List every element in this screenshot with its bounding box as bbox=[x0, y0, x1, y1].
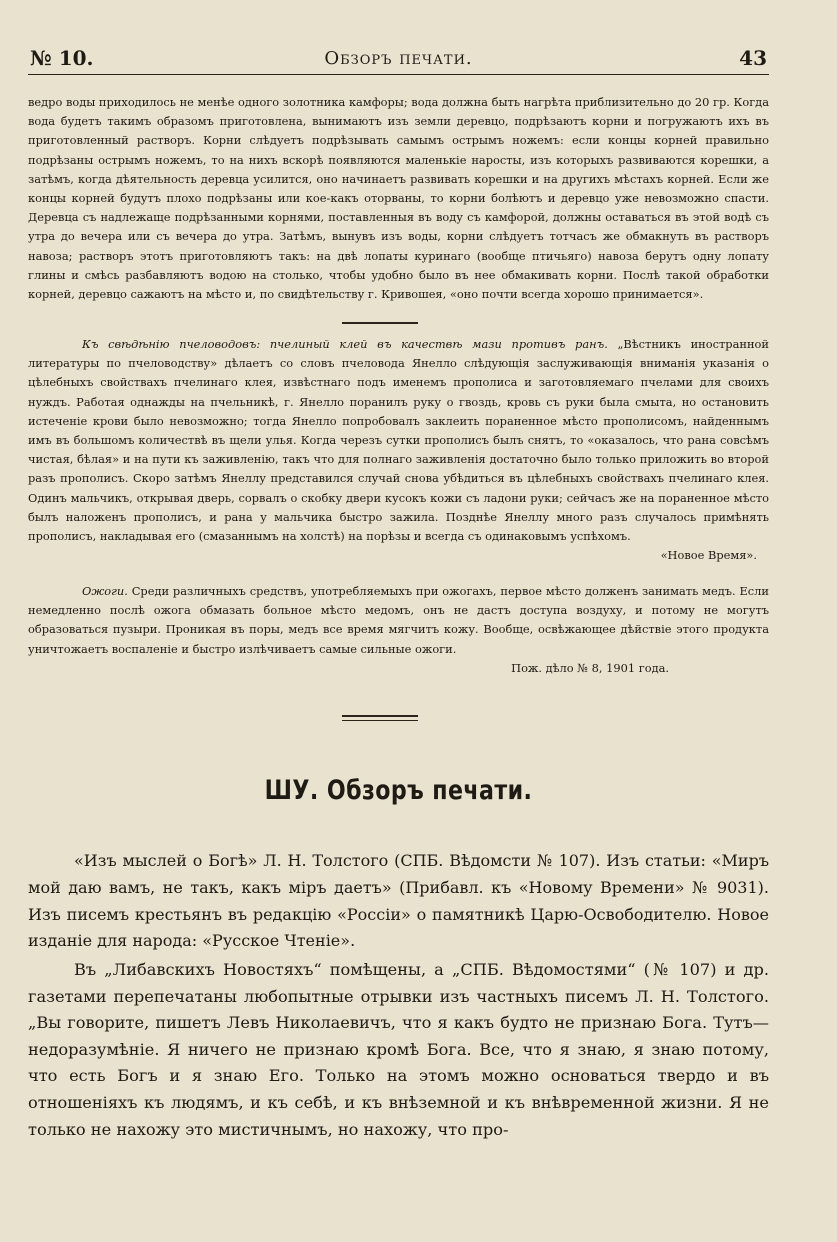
burns-source: Пож. дѣло № 8, 1901 года. bbox=[511, 660, 669, 675]
burns-article bbox=[28, 582, 769, 678]
propolis-paragraph bbox=[28, 335, 769, 546]
tolstoy-article bbox=[28, 957, 769, 1143]
page-header bbox=[28, 44, 769, 75]
propolis-text: „Вѣстникъ иностранной литературы по пчеловодству» дѣлаетъ со словъ пчеловода Янелло слѣдующія заслуживающія вниманія указанія о цѣлебныхъ свойствахъ пчелинаго клея, извѣстнаго подъ именемъ прополиса и заготовляемаго пчелами для своихъ нуждъ. Работая однажды на пчельникѣ, г. Янелло поранилъ руку о гвоздь, кровь съ руки была смыта, но остановить истеченіе крови было невозможно; тогда Янелло попробовалъ заклеить пораненное мѣсто прополисомъ, найденнымъ имъ въ большомъ количествѣ въ щели улья. Когда черезъ сутки прополисъ былъ снятъ, то «оказалось, что рана совсѣмъ чистая, бѣлая» и на пути къ заживленію, такъ что для полнаго заживленія достаточно было только приложить во второй разъ прополисъ. Скоро затѣмъ Янеллу представился случай снова убѣдиться въ цѣлебныхъ свойствахъ пчелинаго клея. Одинъ мальчикъ, открывая дверь, сорвалъ о скобку двери кусокъ кожи съ ладони руки; сейчасъ же на пораненное мѣсто былъ наложенъ прополисъ, и рана у мальчика быстро зажила. Позднѣе Янеллу много разъ случалось примѣнять прополисъ, накладывая его (смазаннымъ на холстѣ) на порѣзы и всегда съ одинаковымъ успѣхомъ. bbox=[28, 337, 770, 544]
section-title: ШУ. Обзоръ печати. bbox=[264, 775, 533, 806]
body-paragraph: Въ „Либавскихъ Новостяхъ“ помѣщены, а „СПБ. Вѣдомостями“ (№ 107) и др. газетами перепечатаны любопытные отрывки изъ частныхъ писемъ Л. Н. Толстого. „Вы говорите, пишетъ Левъ Николаевичъ, что я какъ будто не признаю Бога. Тутъ—недоразумѣніе. Я ничего не признаю кромѣ Бога. Все, что я знаю, я знаю потому, что есть Богъ и я знаю Его. Только на этомъ можно основаться твердо и въ отношеніяхъ къ людямъ, и къ себѣ, и къ внѣземной и къ внѣвременной жизни. Я не только не нахожу это мистичнымъ, но нахожу, что про- bbox=[28, 960, 769, 1139]
propolis-heading: Къ свѣдѣнію пчеловодовъ: пчелиный клей въ качествѣ мази противъ ранъ. bbox=[82, 337, 608, 351]
section-summary bbox=[28, 848, 769, 955]
camphor-article bbox=[28, 93, 769, 304]
running-title: Обзоръ печати. bbox=[324, 48, 473, 69]
issue-number: № 10. bbox=[30, 46, 94, 70]
camphor-paragraph: ведро воды приходилось не менѣе одного золотника камфоры; вода должна быть нагрѣта приблизительно до 20 гр. Когда вода будетъ такимъ образомъ приготовлена, вынимаютъ изъ земли деревцо, подрѣзаютъ корни и погружаютъ ихъ въ приготовленный растворъ. Корни слѣдуетъ подрѣзывать самымъ острымъ ножемъ: если концы корней правильно подрѣзаны острымъ ножемъ, то на нихъ вскорѣ появляются маленькіе наросты, изъ которыхъ развиваются корешки, а затѣмъ, когда дѣятельность деревца усилится, оно начинаетъ развивать корешки и на другихъ мѣстахъ корней. Если же концы корней будутъ плохо подрѣзаны или кое-какъ оторваны, то корни болѣютъ и деревцо уже невозможно спасти. Деревца съ надлежаще подрѣзанными корнями, поставленныя въ воду съ камфорой, должны оставаться въ этой водѣ съ утра до вечера или съ вечера до утра. Затѣмъ, вынувъ изъ воды, корни слѣдуетъ тотчасъ же обмакнуть въ растворъ навоза; растворъ этотъ приготовляютъ такъ: на двѣ лопаты куринаго (вообще птичьяго) навоза берутъ одну лопату глины и смѣсь разбавляютъ водою на столько, чтобы удобно было въ нее обмакивать корни. Послѣ такой обработки корней, деревцо сажаютъ на мѣсто и, по свидѣтельству г. Кривошея, «оно почти всегда хорошо принимается». bbox=[28, 95, 769, 302]
propolis-source: «Новое Время». bbox=[660, 548, 757, 563]
section-divider-top bbox=[342, 715, 418, 717]
page-number: 43 bbox=[739, 46, 767, 70]
burns-text: Среди различныхъ средствъ, употребляемыхъ при ожогахъ, первое мѣсто долженъ занимать медъ. Если немедленно послѣ ожога обмазать больное мѣсто медомъ, онъ не дастъ доступа воздуху, и потому не могутъ образоваться пузыри. Проникая въ поры, медъ все время мягчитъ кожу. Вообще, освѣжающее дѣйствіе этого продукта уничтожаетъ воспаленіе и быстро излѣчиваетъ самые сильные ожоги. bbox=[28, 584, 769, 656]
section-divider-bottom bbox=[342, 720, 418, 721]
article-divider bbox=[342, 322, 418, 324]
burns-paragraph bbox=[28, 582, 769, 659]
burns-heading: Ожоги. bbox=[82, 584, 128, 598]
propolis-article bbox=[28, 335, 769, 565]
summary-paragraph: «Изъ мыслей о Богѣ» Л. Н. Толстого (СПБ. Вѣдомсти № 107). Изъ статьи: «Миръ мой даю вамъ, не такъ, какъ міръ даетъ» (Прибавл. къ «Новому Времени» № 9031). Изъ писемъ крестьянъ въ редакцію «Россіи» о памятникѣ Царю-Освободителю. Новое изданіе для народа: «Русское Чтеніе». bbox=[28, 851, 769, 951]
